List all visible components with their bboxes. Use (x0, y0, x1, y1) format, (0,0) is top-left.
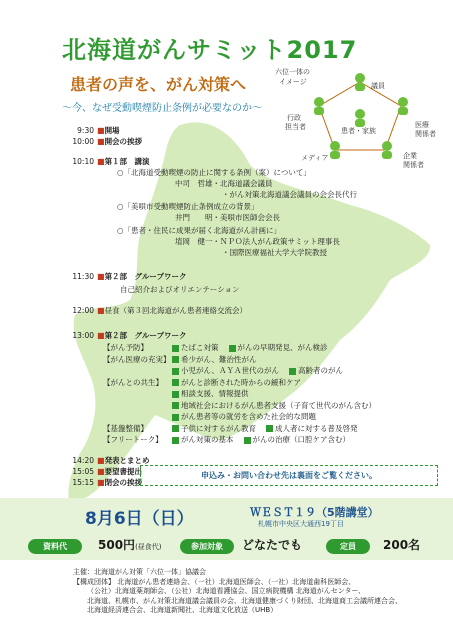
event-venue: ＷＥＳＴ１９（5階講堂） (250, 506, 379, 519)
part2-label: 第２部 グループワーク (104, 272, 187, 281)
green-square-icon (172, 402, 179, 409)
topic-item: 高齢者のがん (297, 366, 343, 375)
greeting-label: 開会の挨拶 (104, 137, 143, 146)
members-line-3: 北海道、札幌市、がん対策北海道議会議員の会、北海道健康づくり財団、北海道商工会議所連合会、 (87, 596, 402, 605)
node-label-bottom-right-1: 企業 (403, 152, 417, 160)
fee-badge: 資料代 (28, 539, 82, 554)
organizer-footer (73, 568, 445, 616)
lecture1-role: ・がん対策北海道議会議員の会会長代行 (222, 190, 357, 199)
capacity-badge: 定員 (326, 539, 370, 554)
person-icon-right (398, 97, 408, 115)
green-square-icon (172, 368, 179, 375)
person-icon-center (355, 109, 365, 127)
members-line-2: （公社）北海道薬剤師会、（公社）北海道看護協会、国立病院機構 北海道がんセンター、 (87, 587, 366, 596)
node-label-right-2: 関係者 (415, 130, 436, 138)
request-time: 15:05 (72, 467, 94, 476)
topic-item: たばこ対策 (181, 343, 219, 352)
greeting-time: 10:00 (72, 137, 94, 146)
bullet-icon: ■ (97, 467, 105, 476)
part1-time: 10:10 (72, 157, 94, 166)
opening-time: 9:30 (77, 126, 94, 135)
capacity-value: 200名 (383, 538, 421, 552)
lunch-time: 12:00 (72, 306, 94, 315)
green-square-icon (289, 368, 296, 375)
green-square-icon (172, 345, 179, 352)
event-subtitle: 患者の声を、がん対策へ (70, 75, 247, 94)
green-square-icon (266, 425, 273, 432)
node-label-left-2: 担当者 (285, 123, 306, 131)
topic-category: 【がん医療の充実】 (103, 354, 171, 364)
event-date: 8月6日（日） (85, 509, 194, 529)
fee-amount: 500円 (98, 538, 136, 552)
event-tagline: 〜今、なぜ受動喫煙防止条例が必要なのか〜 (62, 103, 262, 114)
lecture3-title: ○「患者・住民に成果が届く北海道がん計画に」 (117, 226, 282, 235)
green-square-icon (172, 437, 179, 444)
part1-label: 第１部 講演 (104, 157, 150, 166)
bullet-icon: ■ (97, 157, 105, 166)
topic-items (170, 389, 249, 399)
lecture1-speaker: 中司 哲雄・北海道議会議員 (175, 179, 273, 188)
members-line-4: 北海道経済連合会、北海道新聞社、北海道文化放送（UHB） (87, 606, 278, 615)
node-label-bottom-right-2: 関係者 (403, 161, 424, 169)
summary-label: 発表とまとめ (104, 456, 150, 465)
event-address: 札幌市中央区大通西19丁目 (258, 520, 344, 528)
topic-category: 【がんとの共生】 (103, 377, 163, 387)
topic-item: 子供に対するがん教育 (181, 423, 256, 433)
part2b-label: 第２部 グループワーク (104, 331, 187, 340)
topic-items (170, 435, 350, 445)
topic-items (170, 401, 376, 411)
topic-items (170, 366, 343, 376)
topic-item: 成人者に対する普及啓発 (275, 423, 358, 433)
fee-note: (昼食代) (135, 543, 162, 551)
summary-time: 14:20 (72, 456, 94, 465)
bullet-icon: ■ (97, 456, 105, 465)
green-square-icon (172, 379, 179, 386)
green-square-icon (172, 356, 179, 363)
organizer-line: 主催：北海道がん対策「六位一体」協議会 (73, 568, 206, 576)
six-party-diagram (275, 68, 445, 174)
bullet-icon: ■ (97, 272, 105, 281)
diagram-title-2: イメージ (279, 78, 307, 86)
part2b-time: 13:00 (72, 331, 94, 340)
node-label-right-1: 医療 (415, 121, 429, 129)
person-icon-left (314, 97, 324, 115)
lunch-label: 昼食（第３回北海道がん患者連絡交流会） (104, 306, 248, 315)
topic-category: 【がん予防】 (103, 343, 148, 352)
inquiry-notice: 申込み・お問い合わせ先は裏面をご覧ください。 (140, 465, 438, 486)
green-square-icon (172, 414, 179, 421)
closing-label: 閉会の挨拶 (104, 478, 143, 487)
lecture1-title: ○「北海道受動喫煙の防止に関する条例（案）について」 (117, 168, 311, 177)
lecture3-speaker: 埴岡 健一・ＮＰＯ法人がん政策サミット理事長 (175, 237, 340, 246)
node-label-bottom-left: メディア (301, 154, 329, 162)
bullet-icon: ■ (97, 331, 105, 340)
target-badge: 参加対象 (180, 539, 234, 554)
green-square-icon (229, 345, 236, 352)
diagram-title-1: 六位一体の (275, 68, 310, 76)
topic-item: 地域社会におけるがん患者支援（子育て世代のがん含む） (181, 400, 376, 410)
topic-item: がん対策の基本 (181, 435, 234, 444)
lecture2-title: ○「美唄市受動喫煙防止条例成立の背景」 (117, 202, 259, 211)
bullet-icon: ■ (97, 478, 105, 487)
members-line-1: 【構成団体】 北海道がん患者連絡会、（一社）北海道医師会、（一社）北海道歯科医師会、 (73, 577, 356, 586)
topic-item: がん患者等の就労を含めた社会的な問題 (181, 412, 316, 421)
topic-item: 小児がん、ＡＹＡ世代のがん (181, 366, 279, 375)
node-label-top: 議員 (371, 82, 385, 90)
green-square-icon (172, 391, 179, 398)
green-square-icon (172, 425, 179, 432)
lecture3-role: ・国際医療福祉大学大学院教授 (222, 248, 327, 257)
topic-item: がんの治療（口腔ケア含む） (252, 435, 350, 444)
topic-item: がんと診断された時からの緩和ケア (181, 377, 301, 387)
bullet-icon: ■ (97, 126, 105, 135)
topic-category: 【基盤整備】 (103, 423, 148, 433)
topic-items (170, 412, 316, 422)
fee-value (98, 536, 162, 553)
green-square-icon (244, 437, 251, 444)
node-label-left-1: 行政 (287, 114, 301, 122)
topic-item: がんの早期発見、がん検診 (237, 343, 328, 352)
closing-time: 15:15 (72, 478, 94, 487)
topic-item: 希少がん、難治性がん (181, 354, 257, 364)
bullet-icon: ■ (97, 137, 105, 146)
node-label-center: 患者・家族 (341, 127, 376, 135)
topic-category: 【フリートーク】 (103, 435, 163, 444)
part2-time: 11:30 (72, 272, 94, 281)
topic-items (170, 378, 301, 388)
lecture2-speaker: 井門 明・美唄市医師会会長 (175, 213, 280, 222)
person-icon-top (355, 73, 365, 91)
topic-items (170, 355, 256, 365)
topic-items (170, 343, 328, 353)
target-value: どなたでも (242, 538, 303, 552)
topic-item: 相談支援、情報提供 (181, 389, 249, 398)
part2-note: 自己紹介およびオリエンテーション (120, 285, 240, 294)
event-title: 北海道がんサミット2017 (62, 36, 358, 64)
opening-label: 開場 (104, 126, 120, 135)
request-label: 要望書提出 (104, 467, 143, 476)
bullet-icon: ■ (97, 306, 105, 315)
topic-items (170, 424, 358, 434)
